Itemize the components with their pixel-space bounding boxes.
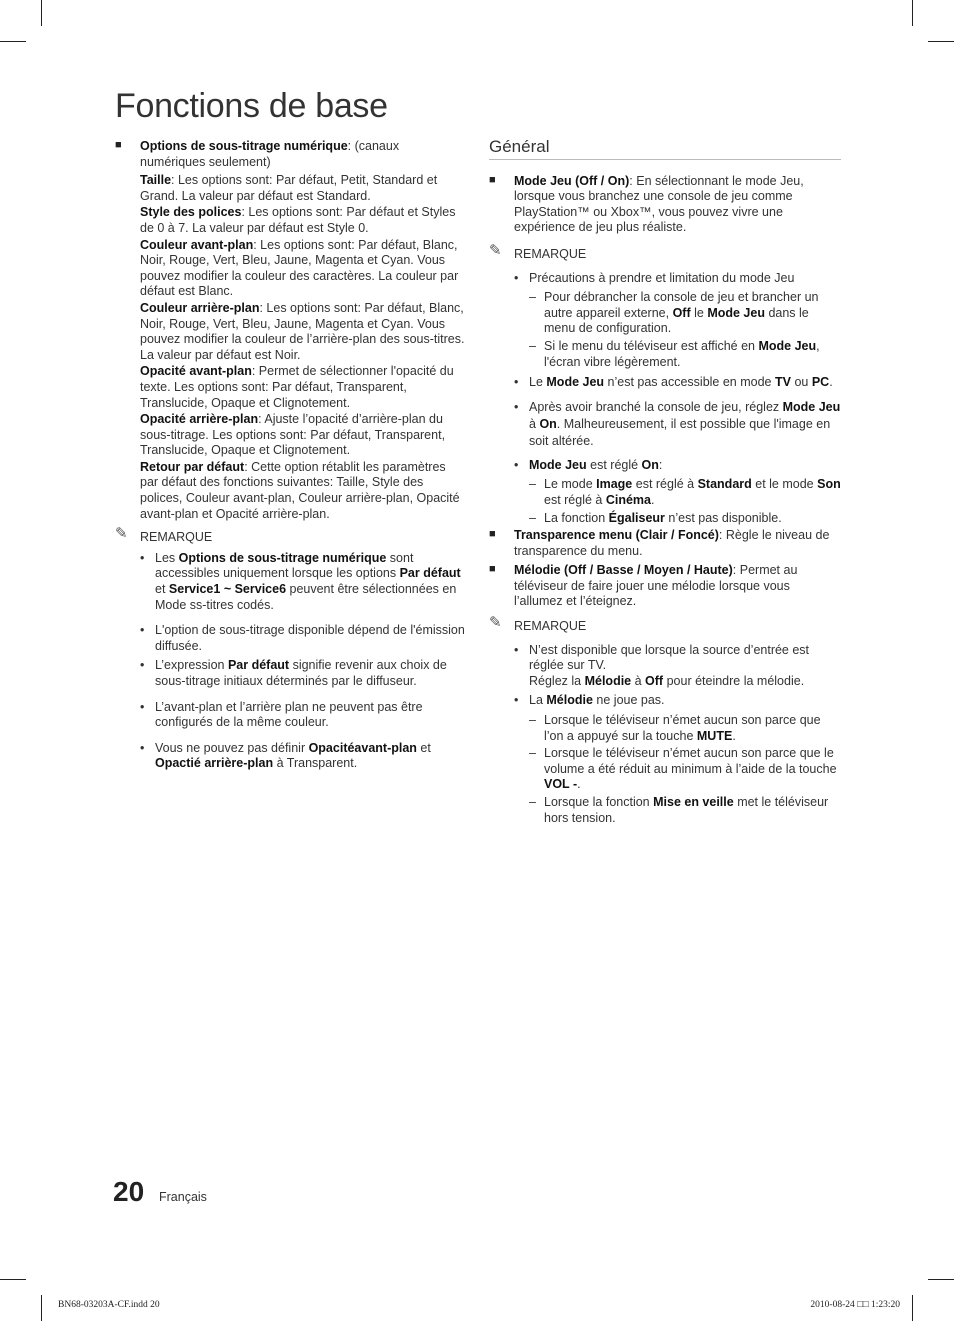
- crop-mark: [0, 41, 26, 42]
- crop-mark: [928, 41, 954, 42]
- sub-item-font-style: Style des polices: Les options sont: Par défaut et Styles de 0 à 7. La valeur par défaut est Style 0.: [140, 205, 456, 235]
- remark-heading: ✎ REMARQUE: [489, 614, 587, 634]
- note-item: • Le Mode Jeu n’est pas accessible en mode TV ou PC.: [489, 375, 841, 391]
- section-heading-general: Général: [489, 139, 841, 160]
- page-title: Fonctions de base: [115, 87, 388, 125]
- note-item: • Vous ne pouvez pas définir Opacitéavant-plan et Opactié arrière-plan à Transparent.: [115, 741, 467, 772]
- item-melody: ■ Mélodie (Off / Basse / Moyen / Haute): Permet au téléviseur de faire jouer une mélodie lorsque vous l’allumez et l’éteignez.: [489, 563, 841, 610]
- sub-item-size: Taille: Les options sont: Par défaut, Petit, Standard et Grand. La valeur par défaut est Standard.: [140, 173, 438, 203]
- left-column: [115, 139, 467, 776]
- note-item: • Mode Jeu est réglé On:: [489, 458, 841, 474]
- sub-item-foreground-opacity: Opacité avant-plan: Permet de sélectionner l'opacité du texte. Les options sont: Par défaut, Transparent, Translucide, Opaque et Clignotement.: [140, 364, 454, 410]
- pencil-icon: ✎: [115, 525, 128, 543]
- dash-item: – Lorsque le téléviseur n’émet aucun son parce que l’on a appuyé sur la touche MUTE.: [489, 713, 841, 744]
- note-item: • L’avant-plan et l’arrière plan ne peuvent pas être configurés de la même couleur.: [115, 700, 467, 731]
- crop-mark: [41, 0, 42, 26]
- pencil-icon: ✎: [489, 241, 502, 259]
- dash-item: – Lorsque la fonction Mise en veille met le téléviseur hors tension.: [489, 795, 841, 826]
- remark-heading: ✎ REMARQUE: [489, 241, 587, 261]
- dash-item: – La fonction Égaliseur n’est pas disponible.: [489, 511, 841, 527]
- sub-item-background-opacity: Opacité arrière-plan: Ajuste l’opacité d’arrière-plan du sous-titrage. Les options sont: Par défaut, Transparent, Translucide, Opaque et Clignotement.: [140, 412, 446, 458]
- crop-mark: [912, 0, 913, 26]
- page-language: Français: [159, 1190, 207, 1204]
- right-column: [489, 139, 841, 828]
- item-game-mode: ■ Mode Jeu (Off / On): En sélectionnant le mode Jeu, lorsque vous branchez une console de jeu comme PlayStation™ ou Xbox™, vous pouvez vivre une expérience de jeu plus réaliste.: [489, 174, 841, 236]
- crop-mark: [41, 1295, 42, 1321]
- crop-mark: [912, 1295, 913, 1321]
- pencil-icon: ✎: [489, 614, 502, 632]
- note-item: • Précautions à prendre et limitation du mode Jeu: [489, 271, 841, 287]
- dash-item: – Pour débrancher la console de jeu et brancher un autre appareil externe, Off le Mode Jeu dans le menu de configuration.: [489, 290, 841, 337]
- sub-item-background-color: Couleur arrière-plan: Les options sont: Par défaut, Blanc, Noir, Rouge, Vert, Bleu, Jaune, Magenta et Cyan. Vous pouvez modifier la couleur de l’arrière-plan des sous-titres. La valeur par défaut est Noir.: [140, 300, 465, 362]
- remark-heading: ✎ REMARQUE: [115, 525, 213, 545]
- page-number: 20: [113, 1176, 145, 1207]
- note-item: • N’est disponible que lorsque la source d’entrée est réglée sur TV. Réglez la Mélodie à Off pour éteindre la mélodie.: [489, 643, 841, 690]
- crop-mark: [928, 1279, 954, 1280]
- note-item: • Les Options de sous-titrage numérique sont accessibles uniquement lorsque les options Par défaut et Service1 ~ Service6 peuvent être sélectionnées en Mode ss-titres codés.: [115, 551, 467, 613]
- item-caption-options: ■ Options de sous-titrage numérique: (canaux numériques seulement): [115, 139, 467, 170]
- sub-item-reset-default: Retour par défaut: Cette option rétablit les paramètres par défaut des fonctions suivantes: Taille, Style des polices, Couleur avant-plan, Couleur arrière-plan, Opacité avant-plan et Opacité arrière-plan.: [140, 459, 460, 521]
- note-item: • L'option de sous-titrage disponible dépend de l'émission diffusée.: [115, 623, 467, 654]
- note-item: • Après avoir branché la console de jeu, réglez Mode Jeu à On. Malheureusement, il est possible que l'image en soit altérée.: [489, 399, 841, 450]
- note-item: • L’expression Par défaut signifie revenir aux choix de sous-titrage initiaux déterminés par le diffuseur.: [115, 658, 467, 689]
- item-menu-transparency: ■ Transparence menu (Clair / Foncé): Règle le niveau de transparence du menu.: [489, 528, 841, 559]
- dash-item: – Le mode Image est réglé à Standard et le mode Son est réglé à Cinéma.: [489, 477, 841, 508]
- sub-item-foreground-color: Couleur avant-plan: Les options sont: Par défaut, Blanc, Noir, Rouge, Vert, Bleu, Jaune, Magenta et Cyan. Vous pouvez modifier la couleur des caractères. La couleur par défaut est Blanc.: [140, 237, 459, 299]
- footer-file-info: BN68-03203A-CF.indd 20: [58, 1300, 160, 1310]
- crop-mark: [0, 1279, 26, 1280]
- dash-item: – Lorsque le téléviseur n’émet aucun son parce que le volume a été réduit au minimum à l’aide de la touche VOL -.: [489, 746, 841, 793]
- note-item: • La Mélodie ne joue pas.: [489, 693, 841, 709]
- dash-item: – Si le menu du téléviseur est affiché en Mode Jeu, l'écran vibre légèrement.: [489, 339, 841, 370]
- footer-datetime: 2010-08-24 □□ 1:23:20: [810, 1300, 900, 1310]
